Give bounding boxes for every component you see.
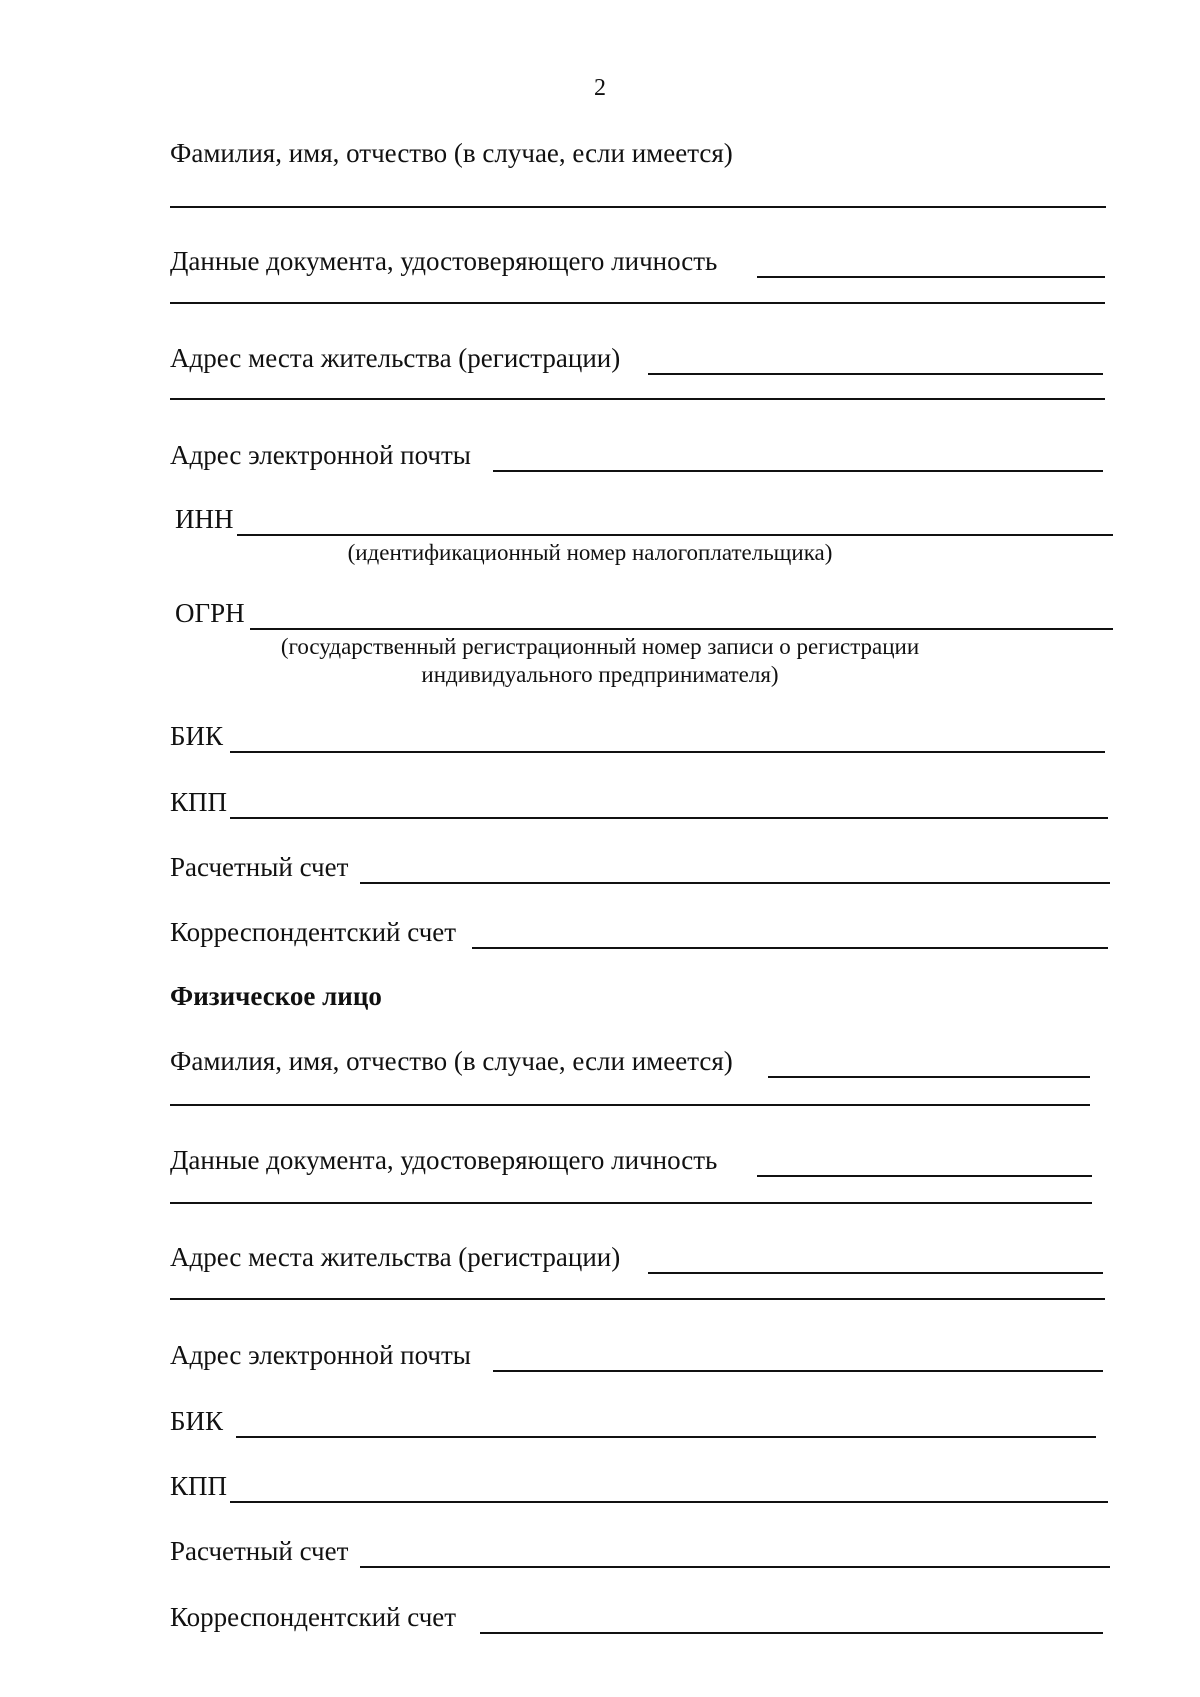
ind-address-field[interactable] [648, 1272, 1103, 1274]
ind-corr-account-label: Корреспондентский счет [170, 1602, 457, 1632]
ip-inn-row [175, 502, 1113, 536]
ip-id-doc-label: Данные документа, удостоверяющего личность [170, 246, 718, 276]
ind-account-field[interactable] [360, 1566, 1110, 1568]
ind-account-row [170, 1534, 1110, 1568]
ip-account-row [170, 850, 1110, 884]
ip-bik-row [170, 719, 1105, 753]
ip-inn-field[interactable] [237, 534, 1113, 536]
ip-fio-field[interactable] [170, 206, 1106, 208]
ind-email-row [170, 1338, 1103, 1372]
individual-heading: Физическое лицо [170, 981, 382, 1011]
ip-bik-field[interactable] [230, 751, 1105, 753]
ip-kpp-field[interactable] [230, 817, 1108, 819]
ind-email-label: Адрес электронной почты [170, 1340, 471, 1370]
ind-id-doc-field-2[interactable] [170, 1202, 1092, 1204]
ind-bik-field[interactable] [236, 1436, 1096, 1438]
ip-ogrn-label: ОГРН [175, 598, 245, 628]
ip-email-field[interactable] [493, 470, 1103, 472]
ip-corr-account-row [170, 915, 1108, 949]
ip-inn-label: ИНН [175, 504, 234, 534]
ip-kpp-row [170, 785, 1108, 819]
ip-ogrn-field[interactable] [250, 628, 1113, 630]
ind-bik-row [170, 1404, 1096, 1438]
ip-id-doc-field[interactable] [757, 276, 1105, 278]
ind-fio-field-2[interactable] [170, 1104, 1090, 1106]
individual-heading-row [170, 979, 670, 1013]
ind-address-field-2[interactable] [170, 1298, 1105, 1300]
ip-id-doc-row [170, 244, 1105, 278]
ip-id-doc-field-2[interactable] [170, 302, 1105, 304]
ip-corr-account-field[interactable] [472, 947, 1108, 949]
ip-ogrn-row [175, 596, 1113, 630]
ind-email-field[interactable] [493, 1370, 1103, 1372]
ip-corr-account-label: Корреспондентский счет [170, 917, 457, 947]
ind-id-doc-label: Данные документа, удостоверяющего личность [170, 1145, 718, 1175]
ind-address-label: Адрес места жительства (регистрации) [170, 1242, 621, 1272]
ip-ogrn-caption-2: индивидуального предпринимателя) [421, 662, 779, 687]
ip-kpp-label: КПП [170, 787, 228, 817]
ip-address-field-2[interactable] [170, 398, 1105, 400]
ind-bik-label: БИК [170, 1406, 224, 1436]
ip-fio-row [170, 136, 1100, 170]
ip-bik-label: БИК [170, 721, 224, 751]
ind-fio-row [170, 1044, 1090, 1078]
ip-address-row [170, 341, 1103, 375]
ip-email-label: Адрес электронной почты [170, 440, 471, 470]
ip-account-field[interactable] [360, 882, 1110, 884]
ind-kpp-field[interactable] [230, 1501, 1108, 1503]
ind-kpp-label: КПП [170, 1471, 228, 1501]
ip-email-row [170, 438, 1103, 472]
ip-inn-caption: (идентификационный номер налогоплательщика) [347, 540, 833, 565]
ind-id-doc-row [170, 1143, 1092, 1177]
ip-address-field[interactable] [648, 373, 1103, 375]
ind-address-row [170, 1240, 1103, 1274]
page-number: 2 [594, 75, 606, 101]
ind-id-doc-field[interactable] [757, 1175, 1092, 1177]
ind-account-label: Расчетный счет [170, 1536, 349, 1566]
ip-account-label: Расчетный счет [170, 852, 349, 882]
ind-fio-field[interactable] [768, 1076, 1090, 1078]
ip-address-label: Адрес места жительства (регистрации) [170, 343, 621, 373]
ind-kpp-row [170, 1469, 1108, 1503]
ind-corr-account-field[interactable] [480, 1632, 1103, 1634]
ip-ogrn-caption-1: (государственный регистрационный номер записи о регистрации [280, 634, 920, 659]
ip-fio-label: Фамилия, имя, отчество (в случае, если имеется) [170, 138, 733, 168]
ind-corr-account-row [170, 1600, 1103, 1634]
ind-fio-label: Фамилия, имя, отчество (в случае, если имеется) [170, 1046, 733, 1076]
